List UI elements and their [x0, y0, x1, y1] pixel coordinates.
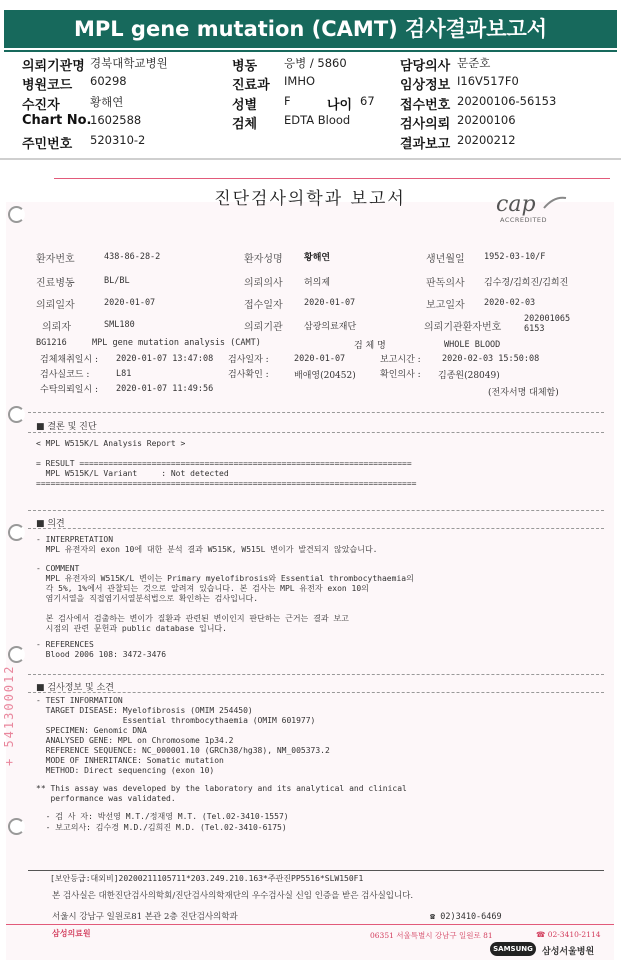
meta-label: 성별 [232, 97, 258, 113]
requester-value: SML180 [104, 320, 135, 330]
specimen-label: 검 체 명 [354, 341, 386, 351]
meta-row [22, 55, 612, 74]
inst-no-value: 2020010656153 [524, 314, 571, 334]
punch-hole-icon [8, 406, 25, 423]
report-line: MPL 유전자의 W515K/L 변이는 Primary myelofibrosis와 Essential thrombocythaemia의 [36, 574, 414, 583]
meta-row [22, 94, 612, 113]
side-serial-number: + 541300012 [2, 664, 16, 766]
test-name: MPL gene mutation analysis (CAMT) [92, 338, 261, 348]
punch-hole-icon [8, 524, 25, 541]
verify-label: 확인의사 : [380, 370, 421, 380]
meta-label: 검사의뢰 [400, 117, 451, 133]
receive-label: 수탁의뢰일시 : [40, 385, 99, 395]
collect-value: 2020-01-07 13:47:08 [116, 354, 214, 364]
report-time-label: 보고시간 : [380, 355, 421, 365]
report-line: 본 검사에서 검출하는 변이가 질환과 관련된 변이인지 판단하는 근거는 결과 보고 [36, 614, 349, 623]
req-date-label: 의뢰일자 [36, 300, 75, 311]
section-opinion-heading: ■ 의견 [36, 519, 65, 529]
report-line: ANALYSED GENE: MPL on Chromosome 1p34.2 [36, 736, 234, 745]
report-date-value: 2020-02-03 [484, 298, 536, 308]
meta-value: EDTA Blood [284, 113, 351, 128]
punch-hole-icon [8, 206, 25, 223]
report-line: - TEST INFORMATION [36, 696, 123, 705]
section-result-heading: ■ 결론 및 진단 [36, 422, 97, 432]
reg-no-label: 환자번호 [36, 254, 75, 265]
scanned-report-page [2, 166, 614, 960]
code-label: 검사실코드 : [40, 370, 90, 380]
interpretation-line: MPL 유전자의 exon 10에 대한 분석 결과 W515K, W515L 변이가 발견되지 않았습니다. [36, 545, 378, 554]
meta-value: 20200106-56153 [457, 93, 557, 108]
confirm-value: 배애영(20452) [294, 371, 356, 381]
samsung-logo: SAMSUNG [490, 942, 536, 956]
meta-label: 검체 [232, 117, 258, 133]
recv-date-value: 2020-01-07 [304, 298, 356, 308]
report-date-label: 보고일자 [426, 300, 465, 311]
recv-date-label: 접수일자 [244, 300, 283, 311]
report-line: SPECIMEN: Genomic DNA [36, 726, 147, 735]
footer-phone: ☎ 02-3410-2114 [536, 930, 601, 939]
top-pink-line [54, 178, 610, 179]
report-line: performance was validated. [36, 794, 176, 803]
security-line: [보안등급:대외비]20200211105711*203.249.210.163*주관진PP5516*SLW150F1 [50, 874, 364, 883]
test-date-value: 2020-01-07 [294, 354, 346, 364]
meta-label: 임상정보 [400, 78, 451, 94]
collect-label: 검체채취일시 : [40, 355, 99, 365]
meta-label: 수진자 [22, 97, 60, 113]
meta-row [22, 74, 612, 93]
meta-value: 520310-2 [90, 132, 146, 147]
ward-label: 진료병동 [36, 278, 75, 289]
meta-value: IMHO [284, 74, 316, 89]
meta-row [22, 133, 612, 152]
comment-header: - COMMENT [36, 564, 80, 573]
meta-label: 담당의사 [400, 59, 451, 74]
test-date-label: 검사일자 : [228, 355, 269, 365]
section-divider [0, 158, 621, 160]
esign-note: (전자서명 대체함) [488, 388, 559, 398]
reg-no-value: 438-86-28-2 [104, 252, 161, 262]
report-page-title: 진단검사의학과 보고서 [214, 189, 406, 209]
result-footer: =============================================================================== [36, 479, 417, 488]
inst-no-label: 의뢰기관환자번호 [424, 322, 502, 333]
cap-accredited-logo: cap ACCREDITED [496, 192, 572, 228]
name-value: 황해연 [304, 253, 331, 263]
meta-value: 60298 [90, 74, 127, 89]
punch-hole-icon [8, 818, 25, 835]
report-line: - 검 사 자: 박선영 M.T./정재영 M.T. (Tel.02-3410-1557) [36, 812, 289, 821]
result-header: = RESULT ===================================================================== [36, 459, 412, 468]
meta-value: 문준호 [457, 56, 491, 70]
meta-label: 병동 [232, 59, 258, 74]
institution-label: 의뢰기관 [244, 322, 283, 333]
meta-value: 20200212 [457, 132, 516, 147]
report-line: METHOD: Direct sequencing (exon 10) [36, 766, 215, 775]
report-line: MODE OF INHERITANCE: Somatic mutation [36, 756, 224, 765]
punch-hole-icon [8, 646, 25, 663]
meta-value: F [284, 93, 291, 108]
footer-brand: 삼성서울병원 [542, 947, 595, 957]
report-line: - 보고의사: 김수경 M.D./김희진 M.D. (Tel.02-3410-6175) [36, 823, 287, 832]
reader-value: 김수경/김희진/김희진 [484, 278, 569, 288]
report-time-value: 2020-02-03 15:50:08 [442, 354, 540, 364]
age-label: 나이 [327, 97, 353, 113]
report-line: ** This assay was developed by the laboratory and its analytical and clinical [36, 784, 407, 793]
meta-row [22, 113, 612, 132]
dob-label: 생년월일 [426, 254, 465, 265]
test-code: BG1216 [36, 338, 67, 348]
section-info-heading: ■ 검사정보 및 소견 [36, 683, 114, 693]
meta-label: 진료과 [232, 78, 270, 94]
request-info-table [22, 55, 612, 152]
receive-value: 2020-01-07 11:49:56 [116, 384, 214, 394]
age-value: 67 [360, 93, 375, 108]
name-label: 환자성명 [244, 254, 283, 265]
meta-value: 황해연 [90, 94, 124, 109]
meta-label: Chart No. [22, 113, 92, 129]
lab-phone: ☎ 02)3410-6469 [430, 912, 502, 922]
meta-label: 주민번호 [22, 136, 73, 152]
footer-org: 삼성의료원 [52, 928, 91, 938]
certification-line: 본 검사실은 대한진단검사의학회/진단검사의학재단의 우수검사실 신임 인증을 받은 검사실입니다. [52, 891, 414, 901]
meta-label: 결과보고 [400, 136, 451, 152]
header-rule [4, 50, 617, 52]
meta-label: 접수번호 [400, 97, 451, 113]
report-line: 시점의 관련 문헌과 public database 입니다. [36, 624, 227, 633]
doctor-label: 의뢰의사 [244, 278, 283, 289]
requester-label: 의뢰자 [42, 322, 71, 333]
meta-value: 20200106 [457, 113, 516, 128]
meta-label: 병원코드 [22, 78, 73, 94]
result-line: MPL W515K/L Variant : Not detected [36, 469, 229, 478]
doctor-value: 허의제 [304, 278, 331, 288]
meta-label: 의뢰기관명 [22, 59, 85, 74]
meta-value: 경북대학교병원 [90, 56, 168, 70]
confirm-label: 검사확인 : [228, 370, 269, 380]
req-date-value: 2020-01-07 [104, 298, 156, 308]
institution-value: 삼광의료재단 [304, 322, 357, 332]
meta-value: 1602588 [90, 113, 142, 128]
report-line: TARGET DISEASE: Myelofibrosis (OMIM 254450) [36, 706, 253, 715]
verify-value: 김종원(28049) [438, 371, 500, 381]
references-header: - REFERENCES [36, 640, 94, 649]
meta-value: 응병 / 5860 [284, 56, 347, 70]
analysis-report-title: < MPL W515K/L Analysis Report > [36, 439, 186, 448]
interpretation-header: - INTERPRETATION [36, 535, 114, 544]
report-header-title: MPL gene mutation (CAMT) 검사결과보고서 [4, 10, 617, 48]
footer-address: 06351 서울특별시 강남구 일원로 81 [370, 931, 493, 940]
lab-address: 서울시 강남구 일원로81 본관 2층 진단검사의학과 [52, 912, 238, 922]
dob-value: 1952-03-10/F [484, 252, 546, 262]
reader-label: 판독의사 [426, 278, 465, 289]
references-line: Blood 2006 108: 3472-3476 [36, 650, 167, 659]
cap-swoosh-icon [542, 194, 568, 212]
specimen-value: WHOLE BLOOD [444, 340, 501, 350]
report-line: 각 5%, 1%에서 관찰되는 것으로 알려져 있습니다. 본 검사는 MPL 유전자 exon 10의 [36, 584, 369, 593]
ward-value: BL/BL [104, 276, 130, 286]
report-line: REFERENCE SEQUENCE: NC_000001.10 (GRCh38/hg38), NM_005373.2 [36, 746, 330, 755]
report-line: 염기서열을 직접염기서열분석법으로 확인하는 검사입니다. [36, 594, 259, 603]
code-value: L81 [116, 369, 132, 379]
report-line: Essential thrombocythaemia (OMIM 601977) [36, 716, 316, 725]
meta-value: I16V517F0 [457, 74, 519, 89]
